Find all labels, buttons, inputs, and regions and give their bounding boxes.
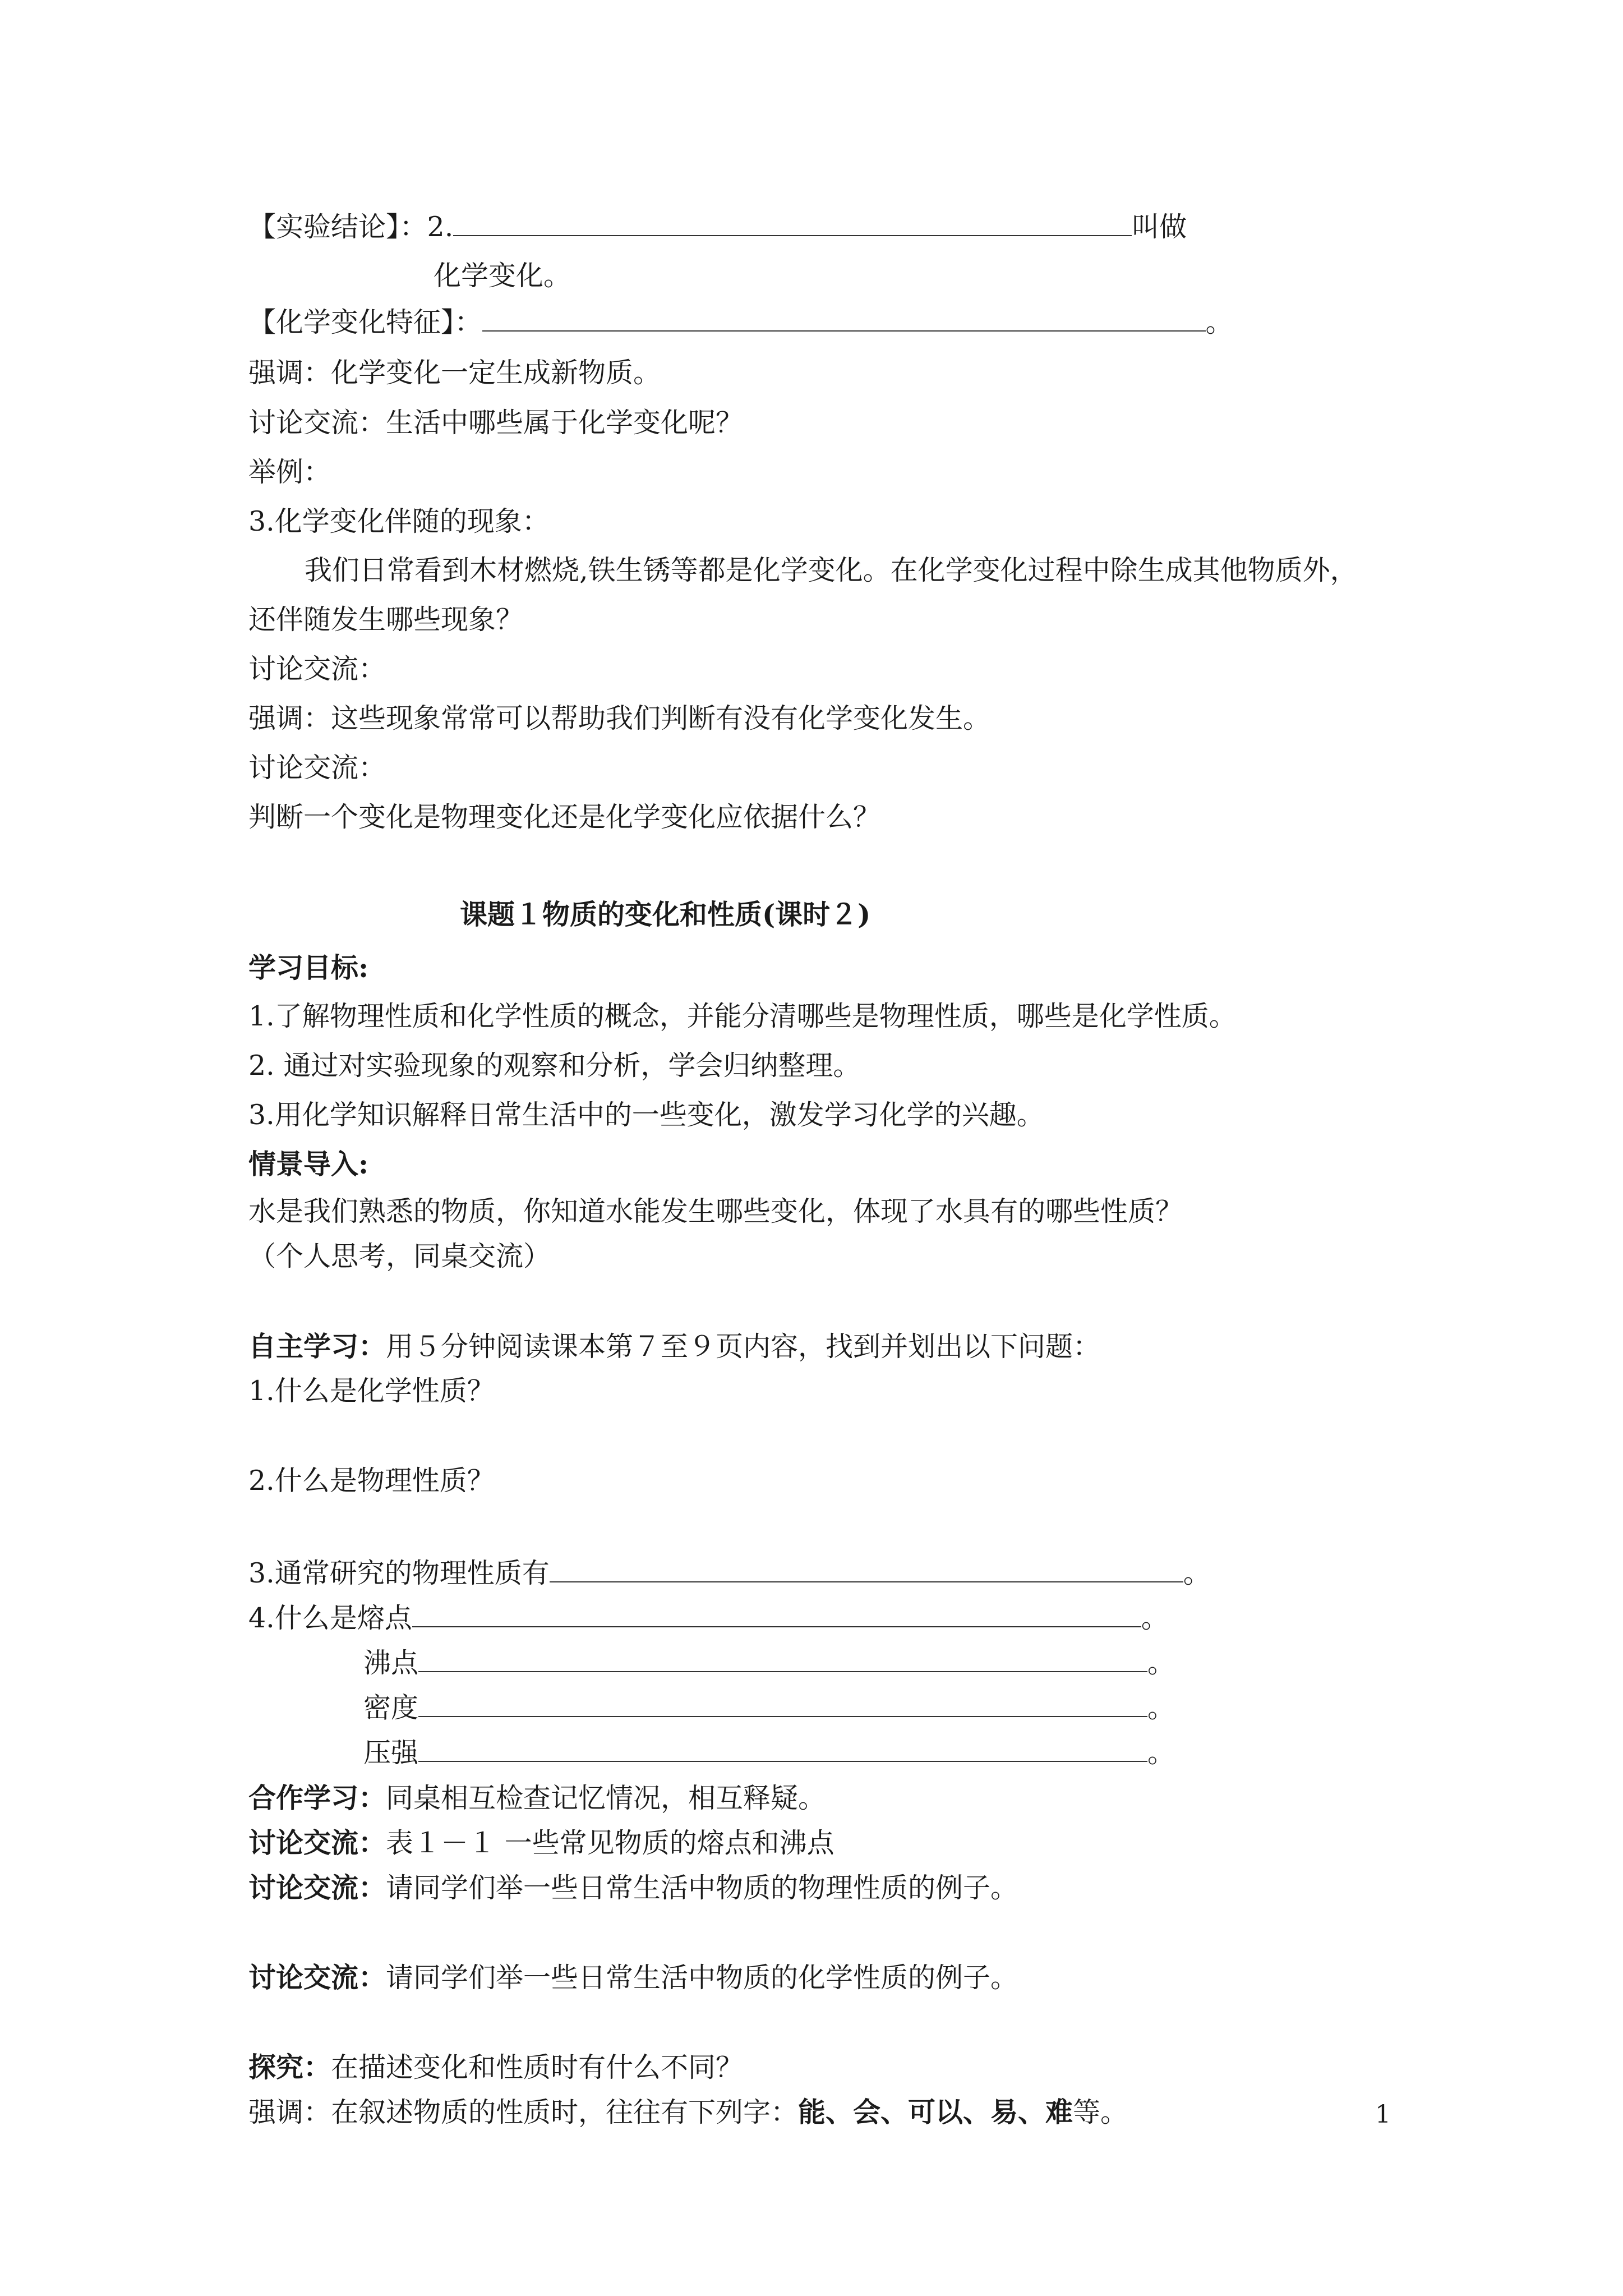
item-3-heading: 3.化学变化伴随的现象：: [248, 505, 550, 537]
goal-2: 2. 通过对实验现象的观察和分析，学会归纳整理。: [248, 1050, 861, 1082]
feature-end: 。: [1205, 306, 1233, 338]
boiling-point-line: [363, 1646, 1175, 1680]
conclusion-line: [248, 210, 1187, 244]
question-2: 2.什么是物理性质？: [248, 1465, 495, 1497]
discussion-chemical-text: 请同学们举一些日常生活中物质的化学性质的例子。: [386, 1962, 1018, 1994]
boiling-point-label: 沸点: [363, 1647, 419, 1679]
emphasis-suffix: 等。: [1073, 2096, 1128, 2128]
lesson-title: 课题１物质的变化和性质(课时２): [460, 898, 871, 931]
feature-line: [248, 306, 1233, 339]
discussion-physical-text: 请同学们举一些日常生活中物质的物理性质的例子。: [386, 1872, 1018, 1904]
question-3-end: 。: [1183, 1557, 1211, 1589]
question-1: 1.什么是化学性质？: [248, 1375, 495, 1407]
conclusion-continuation: 化学变化。: [434, 260, 571, 292]
discussion-chemical-label: 讨论交流：: [248, 1961, 386, 1994]
self-study-text: 用５分钟阅读课本第７至９页内容，找到并划出以下问题：: [386, 1331, 1101, 1363]
discussion-table-line: [248, 1826, 834, 1860]
paragraph-line-2: 还伴随发生哪些现象？: [248, 604, 524, 636]
question-3-blank[interactable]: [550, 1557, 1183, 1582]
pressure-end: 。: [1147, 1737, 1175, 1769]
density-line: [363, 1691, 1175, 1725]
intro-heading: 情景导入:: [248, 1148, 369, 1180]
feature-blank[interactable]: [482, 306, 1206, 332]
discussion-label-2: 讨论交流：: [248, 653, 386, 685]
discussion-label-3: 讨论交流：: [248, 752, 386, 784]
emphasis-words-line: [248, 2095, 1128, 2129]
judgement-question: 判断一个变化是物理变化还是化学变化应依据什么？: [248, 801, 881, 833]
boiling-point-end: 。: [1147, 1647, 1175, 1679]
question-4-end: 。: [1141, 1602, 1169, 1634]
density-blank[interactable]: [418, 1691, 1147, 1717]
self-study-label: 自主学习：: [248, 1330, 386, 1363]
pressure-label: 压强: [363, 1737, 419, 1769]
explore-label: 探究：: [248, 2051, 331, 2083]
example-label: 举例：: [248, 456, 331, 488]
pressure-blank[interactable]: [418, 1736, 1147, 1762]
discussion-table-text: 表１－１ 一些常见物质的熔点和沸点: [386, 1827, 834, 1859]
question-4-line: [248, 1602, 1169, 1635]
coop-label: 合作学习：: [248, 1782, 386, 1814]
melting-point-blank[interactable]: [412, 1602, 1141, 1627]
question-3: 3.通常研究的物理性质有: [248, 1557, 550, 1589]
page-number: 1: [1375, 2100, 1391, 2129]
question-4: 4.什么是熔点: [248, 1602, 412, 1634]
emphasis-phenomena: 强调：这些现象常常可以帮助我们判断有没有化学变化发生。: [248, 702, 991, 734]
discussion-chemical-changes: 讨论交流：生活中哪些属于化学变化呢？: [248, 407, 744, 439]
discussion-chemical-line: [248, 1961, 1018, 1995]
emphasis-keywords: 能、会、可以、易、难: [798, 2096, 1073, 2128]
pressure-line: [363, 1736, 1175, 1770]
coop-text: 同桌相互检查记忆情况，相互释疑。: [386, 1782, 826, 1814]
boiling-point-blank[interactable]: [418, 1646, 1147, 1672]
conclusion-blank[interactable]: [453, 210, 1132, 236]
feature-label: 【化学变化特征】：: [248, 306, 482, 338]
paragraph-line-1: 我们日常看到木材燃烧,铁生锈等都是化学变化。在化学变化过程中除生成其他物质外，: [305, 554, 1358, 586]
self-study-line: [248, 1329, 1100, 1364]
conclusion-tail: 叫做: [1132, 211, 1187, 243]
conclusion-label: 【实验结论】：: [248, 211, 427, 243]
explore-line: [248, 2050, 743, 2085]
goals-heading: 学习目标:: [248, 951, 369, 984]
explore-text: 在描述变化和性质时有什么不同？: [331, 2051, 744, 2083]
coop-line: [248, 1781, 826, 1815]
emphasis-prefix: 强调：在叙述物质的性质时，往往有下列字：: [248, 2096, 799, 2128]
goal-1: 1.了解物理性质和化学性质的概念，并能分清哪些是物理性质，哪些是化学性质。: [248, 1000, 1237, 1032]
discussion-table-label: 讨论交流：: [248, 1826, 386, 1859]
question-3-line: [248, 1557, 1211, 1590]
intro-text: 水是我们熟悉的物质，你知道水能发生哪些变化，体现了水具有的哪些性质？: [248, 1195, 1183, 1227]
density-label: 密度: [363, 1692, 419, 1724]
intro-note: （个人思考，同桌交流）: [248, 1240, 551, 1272]
discussion-physical-line: [248, 1871, 1018, 1905]
density-end: 。: [1147, 1692, 1175, 1724]
discussion-physical-label: 讨论交流：: [248, 1871, 386, 1904]
emphasis-new-substance: 强调：化学变化一定生成新物质。: [248, 357, 661, 389]
goal-3: 3.用化学知识解释日常生活中的一些变化，激发学习化学的兴趣。: [248, 1099, 1044, 1131]
conclusion-number: 2.: [427, 211, 454, 243]
